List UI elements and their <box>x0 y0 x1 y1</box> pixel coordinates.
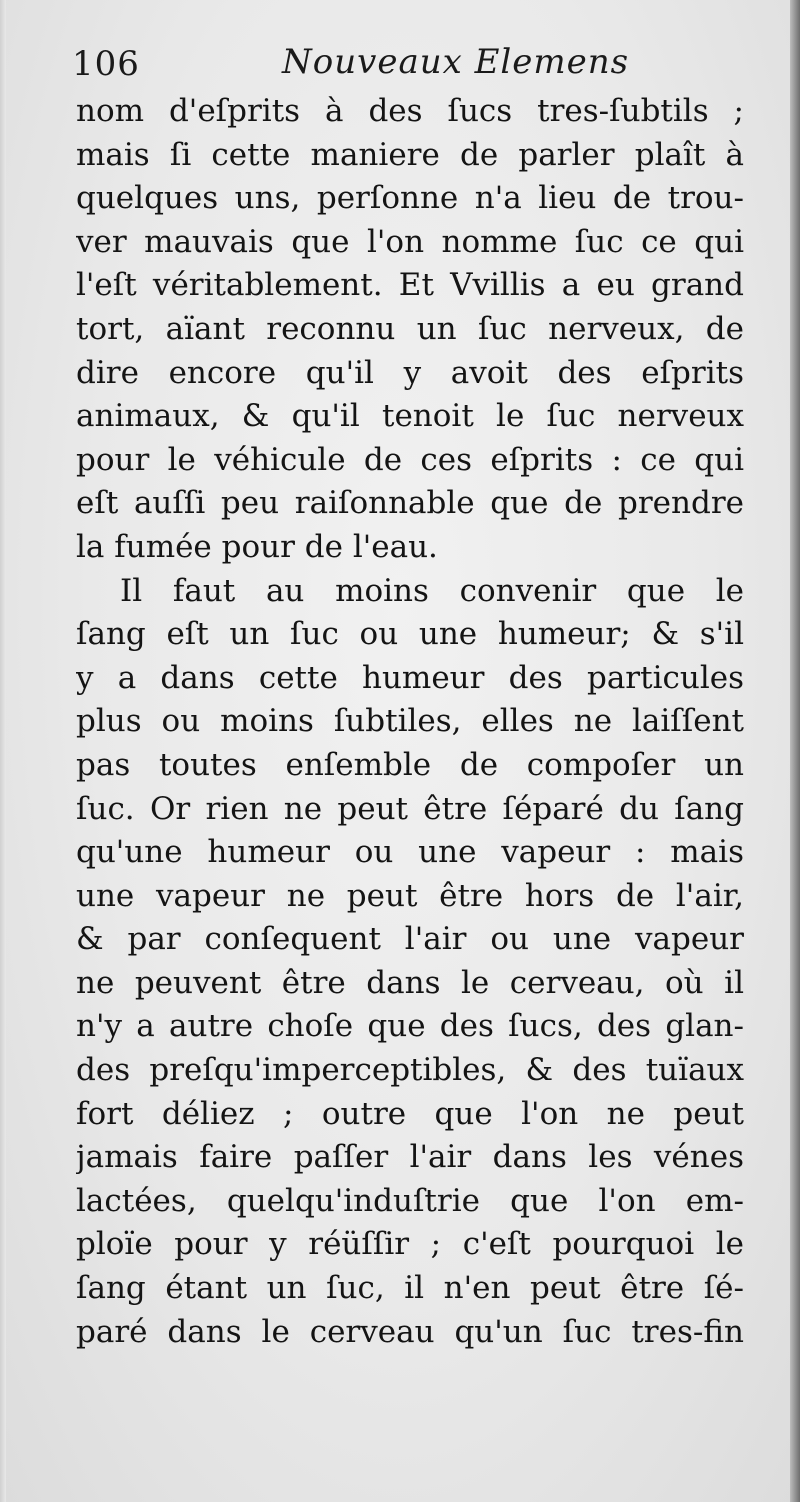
text-line: pour le véhicule de ces eſprits : ce qui <box>76 441 744 478</box>
page-left-edge <box>0 0 6 1502</box>
text-line: nom d'eſprits à des ſucs tres-ſubtils ; <box>76 93 744 129</box>
text-line: la fumée pour de l'eau. <box>76 528 438 565</box>
text-line: fort déliez ; outre que l'on ne peut <box>76 1095 744 1132</box>
text-line: animaux, & qu'il tenoit le ſuc nerveux <box>76 398 744 435</box>
body-text <box>76 90 744 1354</box>
text-line: lactées, quelqu'induſtrie que l'on em- <box>76 1182 744 1219</box>
text-line: n'y a autre choſe que des ſucs, des glan- <box>76 1008 744 1045</box>
text-line: jamais faire paſſer l'air dans les vénes <box>76 1139 744 1176</box>
text-line: Il faut au moins convenir que le <box>120 572 744 609</box>
page-header <box>72 40 752 92</box>
text-line: dire encore qu'il y avoit des eſprits <box>76 354 744 391</box>
text-line: & par conſequent l'air ou une vapeur <box>76 921 744 958</box>
text-line: y a dans cette humeur des particules <box>76 659 744 696</box>
paragraph-1 <box>76 90 744 570</box>
text-line: paré dans le cerveau qu'un ſuc tres-fin <box>76 1313 744 1350</box>
text-line: qu'une humeur ou une vapeur : mais <box>76 834 744 871</box>
page-number: 106 <box>72 44 140 84</box>
text-line: des preſqu'imperceptibles, & des tuïaux <box>76 1052 744 1089</box>
text-line: plus ou moins ſubtiles, elles ne laiſſent <box>76 703 744 740</box>
text-line: mais ſi cette maniere de parler plaît à <box>76 136 744 173</box>
text-line: ſang eſt un ſuc ou une humeur; & s'il <box>76 616 744 653</box>
text-line: ſuc. Or rien ne peut être ſéparé du ſang <box>76 790 744 827</box>
text-line: pas toutes enſemble de compoſer un <box>76 746 744 783</box>
text-line: ne peuvent être dans le cerveau, où il <box>76 964 744 1001</box>
text-line: eſt auſſi peu raiſonnable que de prendre <box>76 485 744 522</box>
text-line: ver mauvais que l'on nomme ſuc ce qui <box>76 223 744 260</box>
text-line: ſang étant un ſuc, il n'en peut être ſé- <box>76 1270 744 1307</box>
text-line: une vapeur ne peut être hors de l'air, <box>76 877 744 914</box>
page-right-edge-shadow <box>790 0 800 1502</box>
running-title: Nouveaux Elemens <box>282 42 630 82</box>
text-line: quelques uns, perſonne n'a lieu de trou- <box>76 180 744 217</box>
text-line: l'eſt véritablement. Et Vvillis a eu grand <box>76 267 744 304</box>
text-line: tort, aïant reconnu un ſuc nerveux, de <box>76 310 744 347</box>
text-line: ploïe pour y réüſſir ; c'eſt pourquoi le <box>76 1226 744 1263</box>
paragraph-2 <box>76 570 744 1355</box>
